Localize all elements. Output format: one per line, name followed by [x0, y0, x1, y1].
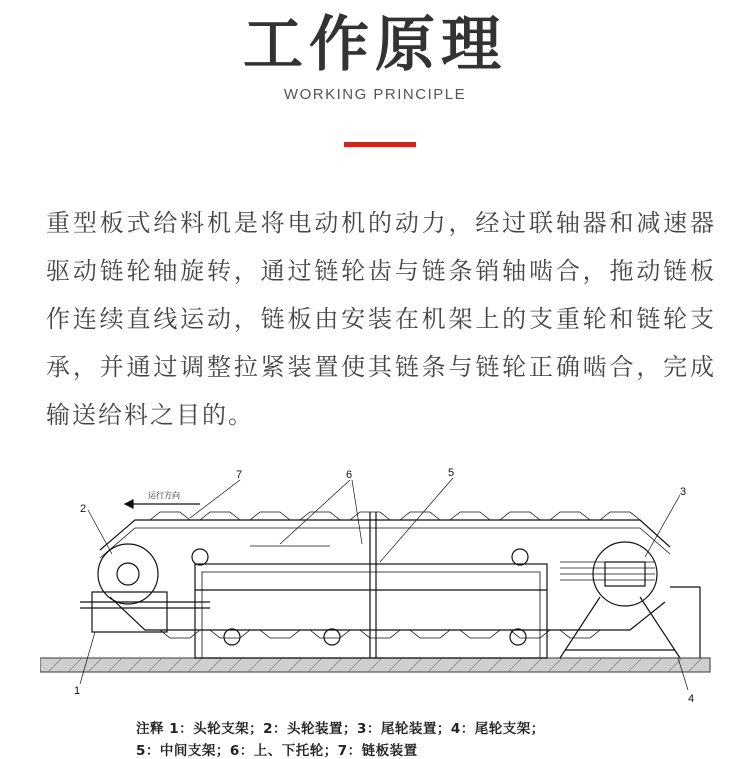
- chain-plate-upper: [100, 520, 670, 550]
- accent-divider: [344, 142, 416, 147]
- upper-rollers: [192, 546, 528, 565]
- diagram-note-line1: 注释 1：头轮支架；2：头轮装置；3：尾轮装置；4：尾轮支架；: [136, 721, 545, 737]
- page-title: 工作原理: [243, 10, 507, 80]
- page-subtitle: WORKING PRINCIPLE: [283, 86, 467, 103]
- head-wheel-support: [92, 592, 167, 632]
- label-1: 1: [74, 685, 81, 697]
- principle-paragraph: 重型板式给料机是将电动机的动力，经过联轴器和减速器驱动链轮轴旋转，通过链轮齿与链条销轴啮合，拖动链板作连续直线运动，链板由安装在机架上的支重轮和链轮支承，并通过调整拉紧装置使其链条与链轮正确啮合，完成输送给料之目的。: [46, 209, 716, 429]
- direction-label: 运行方向: [148, 491, 180, 500]
- label-6: 6: [346, 469, 353, 481]
- feeder-diagram: [40, 462, 720, 707]
- diagram-note-line2: 5：中间支架；6：上、下托轮；7：链板装置: [136, 743, 418, 759]
- label-4: 4: [688, 693, 695, 705]
- label-3: 3: [680, 486, 687, 498]
- label-5: 5: [448, 467, 455, 479]
- tail-wheel-support: [560, 587, 700, 658]
- intermediate-frame: [195, 512, 547, 658]
- label-7: 7: [236, 469, 243, 481]
- label-2: 2: [80, 503, 87, 515]
